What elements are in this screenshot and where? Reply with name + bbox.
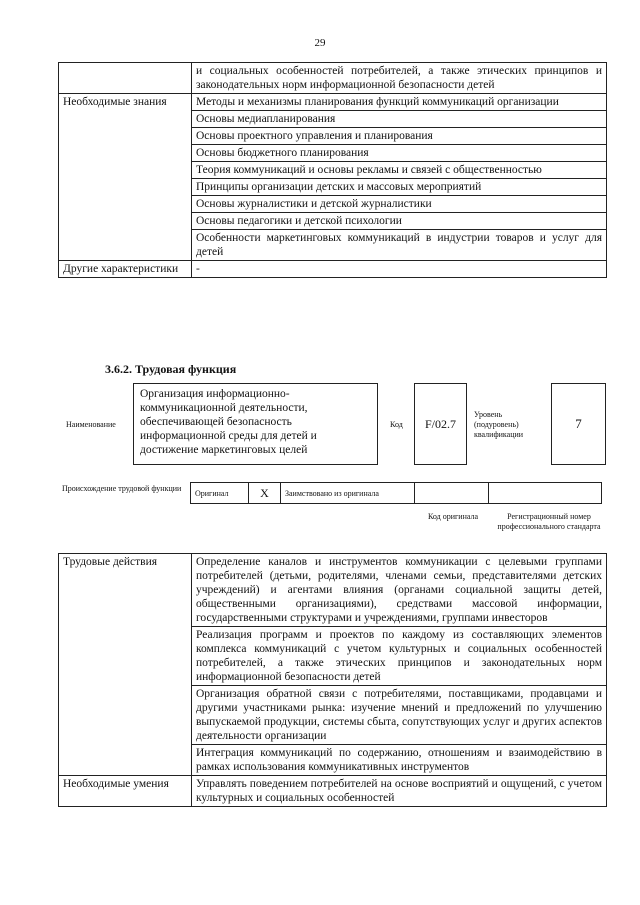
origin-label: Происхождение трудовой функции (62, 484, 182, 493)
table-row (59, 776, 607, 807)
action-item: Интеграция коммуникаций по содержанию, отношениям и взаимодействию в рамках использования коммуникативных инструментов (192, 745, 607, 776)
original-mark: X (249, 483, 281, 503)
reg-number-caption: Регистрационный номер профессионального стандарта (497, 512, 601, 531)
knowledge-item: Особенности маркетинговых коммуникаций в индустрии товаров и услуг для детей (192, 230, 607, 261)
table-row (59, 261, 607, 278)
table-row (59, 94, 607, 111)
origin-row (190, 482, 602, 504)
knowledge-item: Принципы организации детских и массовых мероприятий (192, 179, 607, 196)
actions-label: Трудовые действия (59, 554, 192, 776)
action-item: Организация обратной связи с потребителями, поставщиками, продавцами и другими участниками рынка: изучение мнений и предложений по улучшению выпускаемой продукции, системы сбыта, сопутствующих услуг и других аспектов деятельности организации (192, 686, 607, 745)
section-title: 3.6.2. Трудовая функция (105, 362, 237, 376)
function-name: Организация информационно-коммуникационной деятельности, обеспечивающей безопасность информационной среды для детей и достижение маркетинговых целей (133, 383, 378, 465)
action-item: Определение каналов и инструментов коммуникации с целевыми группами потребителей (детьми, родителями, членами семьи, представителями детских учреждений) и агентами влияния (органами социальной защиты детей, общественными организациями), средствами массовой информации, государственными структурами и учреждениями, группами инвесторов (192, 554, 607, 627)
knowledge-item: Основы журналистики и детской журналистики (192, 196, 607, 213)
original-code-cell (415, 483, 489, 503)
knowledge-item: Методы и механизмы планирования функций коммуникаций организации (192, 94, 607, 111)
other-value: - (192, 261, 607, 278)
code-original-caption: Код оригинала (427, 512, 479, 521)
actions-table (58, 553, 607, 807)
knowledge-item: Основы проектного управления и планирования (192, 128, 607, 145)
original-cell: Оригинал (191, 483, 249, 503)
table-row (59, 63, 607, 94)
code-label: Код (390, 420, 403, 429)
action-item: Реализация программ и проектов по каждому из составляющих элементов комплекса коммуникаций с учетом культурных и социальных особенностей потребителей, а также этических принципов и законодательных норм информационной безопасности детей (192, 627, 607, 686)
knowledge-item: Основы бюджетного планирования (192, 145, 607, 162)
level-label: Уровень (подуровень) квалификации (474, 410, 524, 439)
function-code: F/02.7 (414, 383, 467, 465)
reg-number-cell (489, 483, 601, 503)
skills-label: Необходимые умения (59, 776, 192, 807)
empty-cell (59, 63, 192, 94)
knowledge-item: Основы медиапланирования (192, 111, 607, 128)
knowledge-item: Теория коммуникаций и основы рекламы и связей с общественностью (192, 162, 607, 179)
name-label: Наименование (66, 420, 116, 429)
knowledge-label: Необходимые знания (59, 94, 192, 261)
table-row (59, 554, 607, 627)
borrowed-cell: Заимствовано из оригинала (281, 483, 415, 503)
continuation-text: и социальных особенностей потребителей, а также этических принципов и законодательных норм информационной безопасности детей (192, 63, 607, 94)
other-label: Другие характеристики (59, 261, 192, 278)
knowledge-table (58, 62, 607, 278)
knowledge-item: Основы педагогики и детской психологии (192, 213, 607, 230)
skill-item: Управлять поведением потребителей на основе восприятий и ощущений, с учетом культурных и социальных особенностей (192, 776, 607, 807)
page-number: 29 (314, 37, 326, 49)
qualification-level: 7 (551, 383, 606, 465)
